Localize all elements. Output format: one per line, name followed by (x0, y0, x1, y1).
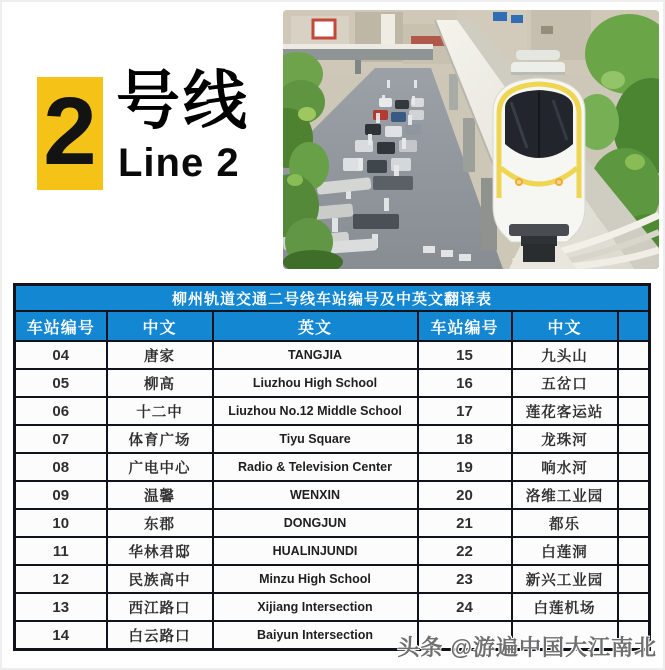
cell-cn: 五岔口 (512, 369, 618, 397)
cell-stub (618, 397, 650, 425)
line-name-en: Line 2 (118, 141, 240, 185)
cell-stub (618, 537, 650, 565)
col-header-english: 英文 (213, 311, 418, 341)
cell-cn: 白云路口 (107, 621, 213, 650)
cell-stub (618, 481, 650, 509)
watermark: 头条 @游遍中国大江南北 (397, 635, 657, 660)
table-title: 柳州轨道交通二号线车站编号及中英文翻译表 (15, 285, 650, 312)
cell-num: 05 (15, 369, 107, 397)
cell-en: Tiyu Square (213, 425, 418, 453)
cell-num: 13 (15, 593, 107, 621)
cell-stub (618, 509, 650, 537)
cell-num: 11 (15, 537, 107, 565)
cell-cn: 民族高中 (107, 565, 213, 593)
line-number: 2 (43, 77, 97, 185)
cell-cn: 九头山 (512, 341, 618, 369)
cell-cn: 都乐 (512, 509, 618, 537)
cell-stub (618, 453, 650, 481)
station-row (15, 537, 650, 565)
cell-cn: 白莲机场 (512, 593, 618, 621)
cell-stub (618, 369, 650, 397)
cell-num: 19 (418, 453, 512, 481)
col-header-station-no-left: 车站编号 (15, 311, 107, 341)
cell-en: Radio & Television Center (213, 453, 418, 481)
station-row (15, 397, 650, 425)
column-header-row (15, 311, 650, 341)
cell-num: 20 (418, 481, 512, 509)
cell-en: HUALINJUNDI (213, 537, 418, 565)
station-row (15, 425, 650, 453)
cell-num: 17 (418, 397, 512, 425)
station-row (15, 593, 650, 621)
cell-en: WENXIN (213, 481, 418, 509)
cell-stub (618, 593, 650, 621)
cell-num: 09 (15, 481, 107, 509)
cell-cn: 莲花客运站 (512, 397, 618, 425)
col-header-stub (618, 311, 650, 341)
line-name-cn: 号线 (116, 65, 250, 137)
station-row (15, 565, 650, 593)
line-number-badge (37, 77, 103, 190)
monorail-photo (283, 10, 659, 269)
station-row (15, 341, 650, 369)
cell-num: 23 (418, 565, 512, 593)
col-header-chinese-right: 中文 (512, 311, 618, 341)
cell-en: Liuzhou High School (213, 369, 418, 397)
cell-cn: 唐家 (107, 341, 213, 369)
cell-num: 15 (418, 341, 512, 369)
cell-num: 16 (418, 369, 512, 397)
cell-num: 08 (15, 453, 107, 481)
cell-cn: 新兴工业园 (512, 565, 618, 593)
cell-cn: 广电中心 (107, 453, 213, 481)
cell-en: Xijiang Intersection (213, 593, 418, 621)
col-header-station-no-right: 车站编号 (418, 311, 512, 341)
cell-num: 04 (15, 341, 107, 369)
station-table-body (15, 341, 650, 650)
cell-num: 21 (418, 509, 512, 537)
cell-num: 14 (15, 621, 107, 650)
station-table (13, 283, 651, 651)
cell-num: 18 (418, 425, 512, 453)
cell-stub (618, 565, 650, 593)
cell-num: 12 (15, 565, 107, 593)
cell-cn: 东郡 (107, 509, 213, 537)
cell-num: 10 (15, 509, 107, 537)
station-row (15, 509, 650, 537)
cell-cn: 柳高 (107, 369, 213, 397)
cell-cn: 西江路口 (107, 593, 213, 621)
cell-en: Baiyun Intersection (213, 621, 418, 650)
cell-cn: 体育广场 (107, 425, 213, 453)
cell-en: Minzu High School (213, 565, 418, 593)
cell-cn: 华林君邸 (107, 537, 213, 565)
station-row (15, 453, 650, 481)
cell-cn: 白莲洞 (512, 537, 618, 565)
cell-cn: 响水河 (512, 453, 618, 481)
cell-en: TANGJIA (213, 341, 418, 369)
cell-en: DONGJUN (213, 509, 418, 537)
cell-num: 06 (15, 397, 107, 425)
monorail-photo-illustration (283, 10, 659, 269)
col-header-chinese-left: 中文 (107, 311, 213, 341)
station-row (15, 481, 650, 509)
cell-cn: 龙珠河 (512, 425, 618, 453)
cell-stub (618, 341, 650, 369)
cell-cn: 洛维工业园 (512, 481, 618, 509)
cell-en: Liuzhou No.12 Middle School (213, 397, 418, 425)
cell-cn: 十二中 (107, 397, 213, 425)
cell-num: 24 (418, 593, 512, 621)
cell-cn: 温馨 (107, 481, 213, 509)
station-row (15, 369, 650, 397)
cell-stub (618, 425, 650, 453)
table-title-row (15, 285, 650, 312)
cell-num: 07 (15, 425, 107, 453)
cell-num: 22 (418, 537, 512, 565)
